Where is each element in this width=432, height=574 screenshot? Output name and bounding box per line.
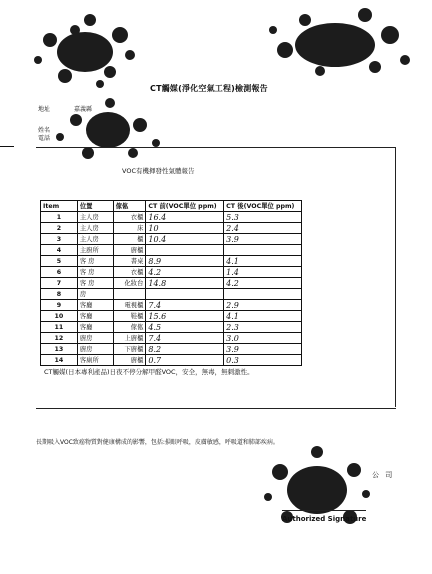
row-after: 1.4 — [224, 267, 302, 278]
row-item: 12 — [41, 333, 78, 344]
row-before: 10 — [146, 223, 224, 234]
address-label: 地址 — [38, 106, 51, 113]
row-item: 9 — [41, 300, 78, 311]
row-after — [224, 289, 302, 300]
row-before: 7.4 — [146, 333, 224, 344]
row-item: 14 — [41, 355, 78, 366]
row-furniture: 床 — [113, 223, 146, 234]
row-furniture — [113, 289, 146, 300]
header-after: CT 後(VOC單位 ppm) — [224, 201, 302, 212]
row-item: 2 — [41, 223, 78, 234]
header-location: 位置 — [77, 201, 113, 212]
row-before: 14.8 — [146, 278, 224, 289]
row-location: 廚房 — [77, 333, 113, 344]
row-furniture: 傢俬 — [113, 322, 146, 333]
row-furniture: 化妝台 — [113, 278, 146, 289]
stamp-splatter-top-left — [30, 10, 140, 90]
row-furniture: 廚櫃 — [113, 355, 146, 366]
header-furniture: 傢俬 — [113, 201, 146, 212]
row-after: 2.3 — [224, 322, 302, 333]
row-furniture: 鞋櫃 — [113, 311, 146, 322]
row-after: 4.1 — [224, 311, 302, 322]
table-row — [41, 212, 302, 223]
section-title: VOC有機揮發性氣體報告 — [122, 167, 195, 175]
table-row — [41, 344, 302, 355]
row-item: 5 — [41, 256, 78, 267]
row-after: 2.4 — [224, 223, 302, 234]
voc-table-body — [41, 212, 302, 366]
table-row — [41, 278, 302, 289]
table-row — [41, 267, 302, 278]
note-ct-catalyst: CT觸媒(日本專利產品)日夜不停分解甲醛VOC，安全，無毒，無刺激性。 — [44, 368, 254, 376]
row-location: 客廳 — [77, 322, 113, 333]
row-before: 4.5 — [146, 322, 224, 333]
table-header-row — [41, 201, 302, 212]
row-item: 13 — [41, 344, 78, 355]
row-furniture: 上廚櫃 — [113, 333, 146, 344]
row-before — [146, 289, 224, 300]
header-item: Item — [41, 201, 78, 212]
row-before: 0.7 — [146, 355, 224, 366]
row-location: 房 — [77, 289, 113, 300]
row-item: 10 — [41, 311, 78, 322]
row-after: 4.1 — [224, 256, 302, 267]
table-row — [41, 289, 302, 300]
notes-divider — [36, 408, 396, 409]
row-after: 2.9 — [224, 300, 302, 311]
table-row — [41, 234, 302, 245]
row-location: 主人房 — [77, 212, 113, 223]
table-row — [41, 245, 302, 256]
address-value: 嘉義縣 — [74, 106, 93, 113]
table-row — [41, 333, 302, 344]
row-after: 3.0 — [224, 333, 302, 344]
row-furniture: 下廚櫃 — [113, 344, 146, 355]
table-row — [41, 322, 302, 333]
row-location: 廚房 — [77, 344, 113, 355]
voc-table — [40, 200, 302, 366]
row-furniture: 廚櫃 — [113, 245, 146, 256]
row-location: 客 房 — [77, 256, 113, 267]
company-label: 公 司 — [372, 471, 395, 479]
row-before: 8.9 — [146, 256, 224, 267]
header-divider — [36, 147, 396, 148]
row-after: 0.3 — [224, 355, 302, 366]
row-before: 8.2 — [146, 344, 224, 355]
row-location: 客廁所 — [77, 355, 113, 366]
row-item: 6 — [41, 267, 78, 278]
table-row — [41, 311, 302, 322]
row-location: 主廚所 — [77, 245, 113, 256]
stamp-splatter-top-right — [265, 5, 415, 80]
row-item: 3 — [41, 234, 78, 245]
table-row — [41, 355, 302, 366]
row-after: 3.9 — [224, 234, 302, 245]
row-before: 16.4 — [146, 212, 224, 223]
row-item: 4 — [41, 245, 78, 256]
frame-right-border — [395, 147, 396, 407]
row-furniture: 電視櫃 — [113, 300, 146, 311]
row-after — [224, 245, 302, 256]
row-before: 15.6 — [146, 311, 224, 322]
header-before: CT 前(VOC單位 ppm) — [146, 201, 224, 212]
signature-line — [282, 510, 366, 511]
row-item: 8 — [41, 289, 78, 300]
name-label: 姓名 — [38, 127, 51, 134]
row-item: 11 — [41, 322, 78, 333]
table-row — [41, 300, 302, 311]
row-item: 1 — [41, 212, 78, 223]
row-before — [146, 245, 224, 256]
row-location: 客 房 — [77, 278, 113, 289]
stamp-splatter-name-area — [48, 95, 168, 165]
row-location: 客廳 — [77, 300, 113, 311]
phone-label: 電話 — [38, 135, 51, 142]
row-location: 客 房 — [77, 267, 113, 278]
note-voc-health: 長期吸入VOC致癌物質對健康構成的影響，包括:損眼呼吸，皮膚敏感，呼吸道和肺部疾病。 — [36, 439, 279, 446]
row-location: 主人房 — [77, 223, 113, 234]
row-furniture: 衣櫃 — [113, 212, 146, 223]
row-after: 5.3 — [224, 212, 302, 223]
report-title: CT觸媒(淨化空氣工程)檢測報告 — [150, 84, 268, 93]
row-furniture: 櫃 — [113, 234, 146, 245]
row-before: 7.4 — [146, 300, 224, 311]
authorized-signature-label: Authorized Signature — [282, 515, 367, 523]
row-item: 7 — [41, 278, 78, 289]
row-before: 10.4 — [146, 234, 224, 245]
row-before: 4.2 — [146, 267, 224, 278]
row-furniture: 書桌 — [113, 256, 146, 267]
table-row — [41, 223, 302, 234]
row-location: 主人房 — [77, 234, 113, 245]
row-after: 4.2 — [224, 278, 302, 289]
margin-rule — [0, 146, 14, 147]
row-furniture: 衣櫃 — [113, 267, 146, 278]
row-location: 客廳 — [77, 311, 113, 322]
row-after: 3.9 — [224, 344, 302, 355]
table-row — [41, 256, 302, 267]
